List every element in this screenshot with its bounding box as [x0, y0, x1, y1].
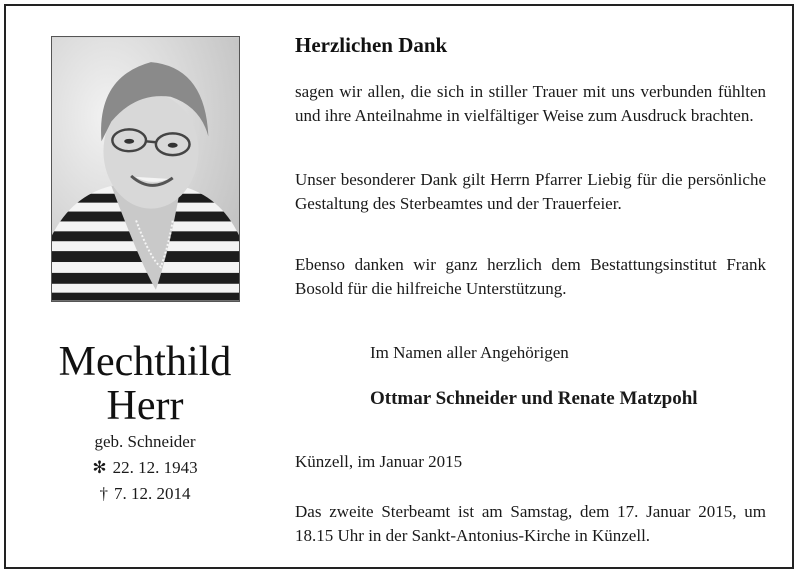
service-note: Das zweite Sterbeamt ist am Samstag, dem 17. Januar 2015, um 18.15 Uhr in der Sankt-Antonius-Kirche in Künzell.: [295, 502, 766, 545]
thanks-paragraph-2: Unser besonderer Dank gilt Herrn Pfarrer Liebig für die persönliche Gestaltung des Sterbeamtes und der Trauerfeier.: [295, 170, 766, 213]
deceased-last-name: Herr: [106, 383, 184, 429]
birth-date-line: [40, 456, 250, 480]
death-date: 7. 12. 2014: [114, 484, 191, 503]
signers: Ottmar Schneider und Renate Matzpohl: [370, 388, 698, 409]
portrait-photo: [51, 36, 240, 302]
deceased-first-name: Mechthild: [58, 339, 232, 385]
birth-name: geb. Schneider: [94, 432, 196, 451]
cross-icon: †: [99, 484, 108, 503]
portrait-illustration: [52, 37, 239, 301]
birth-star-icon: ✻: [92, 458, 107, 477]
thanks-paragraph-1: sagen wir allen, die sich in stiller Trauer mit uns verbunden fühlten und ihre Anteilnahme in vielfältiger Weise zum Ausdruck brachten.: [295, 82, 766, 125]
death-date-line: [40, 482, 250, 506]
birth-date: 22. 12. 1943: [112, 458, 198, 477]
notice-heading: Herzlichen Dank: [295, 33, 448, 57]
thanks-paragraph-3: Ebenso danken wir ganz herzlich dem Bestattungsinstitut Frank Bosold für die hilfreiche Unterstützung.: [295, 255, 766, 298]
place-date: Künzell, im Januar 2015: [295, 452, 463, 471]
on-behalf-line: Im Namen aller Angehörigen: [370, 343, 569, 362]
